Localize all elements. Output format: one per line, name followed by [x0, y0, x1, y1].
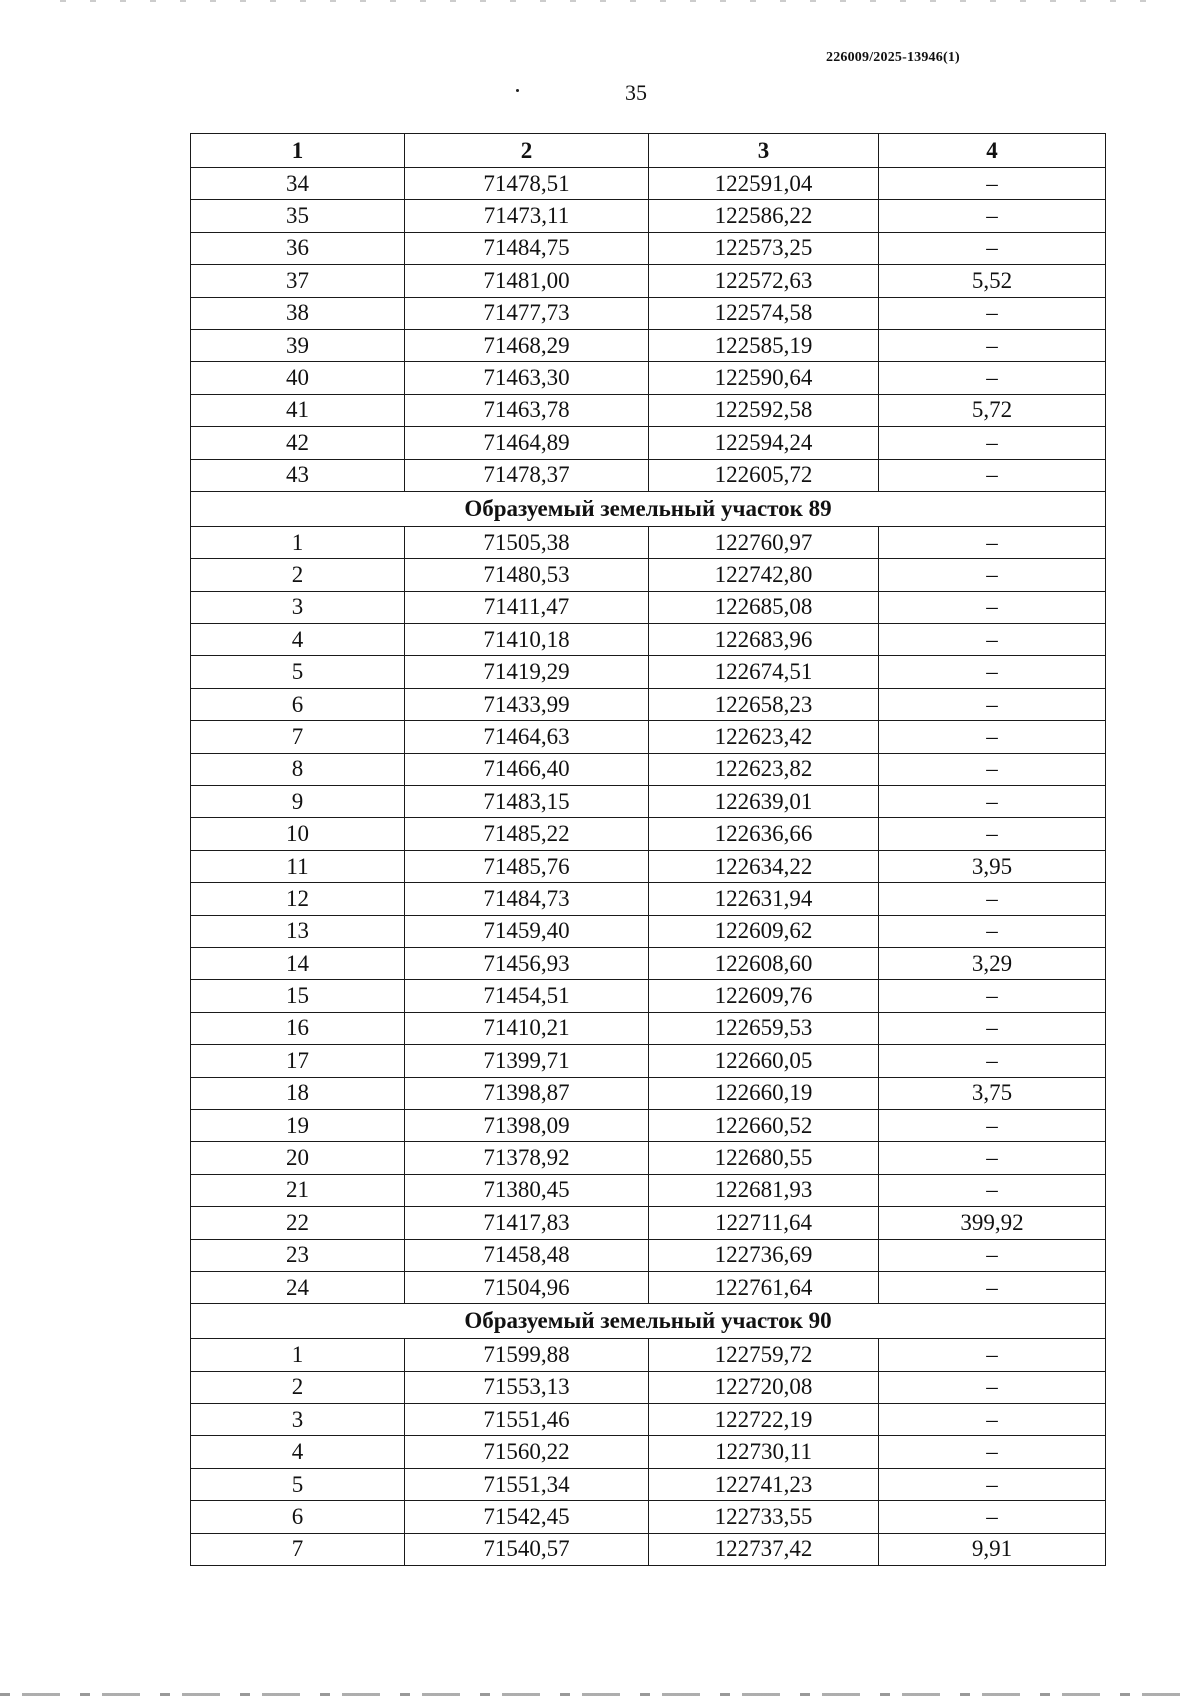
y-coordinate-cell: 122659,53 [649, 1012, 879, 1044]
x-coordinate-cell: 71542,45 [405, 1501, 649, 1533]
table-row [191, 721, 1106, 753]
point-number-cell: 6 [191, 688, 405, 720]
y-coordinate-cell: 122585,19 [649, 329, 879, 361]
x-coordinate-cell: 71456,93 [405, 947, 649, 979]
point-number-cell: 23 [191, 1239, 405, 1271]
x-coordinate-cell: 71459,40 [405, 915, 649, 947]
table-row [191, 1077, 1106, 1109]
point-number-cell: 40 [191, 362, 405, 394]
table-row [191, 427, 1106, 459]
distance-cell: – [879, 1468, 1106, 1500]
y-coordinate-cell: 122634,22 [649, 850, 879, 882]
y-coordinate-cell: 122680,55 [649, 1142, 879, 1174]
distance-cell: – [879, 1012, 1106, 1044]
point-number-cell: 42 [191, 427, 405, 459]
point-number-cell: 3 [191, 591, 405, 623]
table-row [191, 1404, 1106, 1436]
y-coordinate-cell: 122741,23 [649, 1468, 879, 1500]
distance-cell: – [879, 1339, 1106, 1371]
x-coordinate-cell: 71478,37 [405, 459, 649, 491]
x-coordinate-cell: 71433,99 [405, 688, 649, 720]
x-coordinate-cell: 71551,46 [405, 1404, 649, 1436]
y-coordinate-cell: 122660,05 [649, 1045, 879, 1077]
table-row [191, 753, 1106, 785]
y-coordinate-cell: 122759,72 [649, 1339, 879, 1371]
distance-cell: – [879, 1404, 1106, 1436]
point-number-cell: 14 [191, 947, 405, 979]
x-coordinate-cell: 71464,89 [405, 427, 649, 459]
x-coordinate-cell: 71540,57 [405, 1533, 649, 1565]
point-number-cell: 7 [191, 721, 405, 753]
table-row [191, 200, 1106, 232]
y-coordinate-cell: 122623,42 [649, 721, 879, 753]
table-row [191, 915, 1106, 947]
table-row [191, 232, 1106, 264]
section-title: Образуемый земельный участок 90 [191, 1304, 1106, 1339]
table-row [191, 624, 1106, 656]
point-number-cell: 5 [191, 656, 405, 688]
table-row [191, 265, 1106, 297]
table-row [191, 980, 1106, 1012]
y-coordinate-cell: 122660,19 [649, 1077, 879, 1109]
table-row [191, 394, 1106, 426]
section-row [191, 1304, 1106, 1339]
y-coordinate-cell: 122639,01 [649, 786, 879, 818]
y-coordinate-cell: 122720,08 [649, 1371, 879, 1403]
table-row [191, 1174, 1106, 1206]
y-coordinate-cell: 122586,22 [649, 200, 879, 232]
section-row [191, 491, 1106, 526]
table-row [191, 1012, 1106, 1044]
point-number-cell: 2 [191, 559, 405, 591]
distance-cell: – [879, 786, 1106, 818]
distance-cell: – [879, 232, 1106, 264]
scan-bottom-edge [0, 1693, 1200, 1696]
point-number-cell: 34 [191, 168, 405, 200]
point-number-cell: 5 [191, 1468, 405, 1500]
point-number-cell: 1 [191, 526, 405, 558]
distance-cell: – [879, 1174, 1106, 1206]
y-coordinate-cell: 122608,60 [649, 947, 879, 979]
x-coordinate-cell: 71454,51 [405, 980, 649, 1012]
y-coordinate-cell: 122658,23 [649, 688, 879, 720]
table-row [191, 329, 1106, 361]
y-coordinate-cell: 122573,25 [649, 232, 879, 264]
y-coordinate-cell: 122733,55 [649, 1501, 879, 1533]
point-number-cell: 4 [191, 1436, 405, 1468]
x-coordinate-cell: 71410,18 [405, 624, 649, 656]
distance-cell: – [879, 1501, 1106, 1533]
point-number-cell: 43 [191, 459, 405, 491]
point-number-cell: 15 [191, 980, 405, 1012]
point-number-cell: 18 [191, 1077, 405, 1109]
distance-cell: – [879, 1045, 1106, 1077]
distance-cell: – [879, 1109, 1106, 1141]
distance-cell: – [879, 1371, 1106, 1403]
x-coordinate-cell: 71378,92 [405, 1142, 649, 1174]
distance-cell: 9,91 [879, 1533, 1106, 1565]
x-coordinate-cell: 71484,73 [405, 883, 649, 915]
distance-cell: – [879, 624, 1106, 656]
x-coordinate-cell: 71551,34 [405, 1468, 649, 1500]
table-row [191, 1533, 1106, 1565]
table-row [191, 1339, 1106, 1371]
y-coordinate-cell: 122631,94 [649, 883, 879, 915]
table-row [191, 1371, 1106, 1403]
x-coordinate-cell: 71560,22 [405, 1436, 649, 1468]
x-coordinate-cell: 71484,75 [405, 232, 649, 264]
table-row [191, 1109, 1106, 1141]
distance-cell: – [879, 721, 1106, 753]
x-coordinate-cell: 71458,48 [405, 1239, 649, 1271]
point-number-cell: 17 [191, 1045, 405, 1077]
scan-top-edge [60, 0, 1160, 2]
table-row [191, 591, 1106, 623]
coordinates-table [190, 133, 1106, 1566]
table-body [191, 168, 1106, 1566]
point-number-cell: 7 [191, 1533, 405, 1565]
x-coordinate-cell: 71410,21 [405, 1012, 649, 1044]
distance-cell: – [879, 559, 1106, 591]
y-coordinate-cell: 122623,82 [649, 753, 879, 785]
x-coordinate-cell: 71398,09 [405, 1109, 649, 1141]
y-coordinate-cell: 122730,11 [649, 1436, 879, 1468]
table-row [191, 1207, 1106, 1239]
distance-cell: – [879, 818, 1106, 850]
point-number-cell: 10 [191, 818, 405, 850]
distance-cell: – [879, 1436, 1106, 1468]
y-coordinate-cell: 122683,96 [649, 624, 879, 656]
column-header: 1 [191, 134, 405, 168]
point-number-cell: 2 [191, 1371, 405, 1403]
x-coordinate-cell: 71485,76 [405, 850, 649, 882]
x-coordinate-cell: 71419,29 [405, 656, 649, 688]
section-title: Образуемый земельный участок 89 [191, 491, 1106, 526]
x-coordinate-cell: 71480,53 [405, 559, 649, 591]
distance-cell: 399,92 [879, 1207, 1106, 1239]
point-number-cell: 11 [191, 850, 405, 882]
y-coordinate-cell: 122736,69 [649, 1239, 879, 1271]
table-row [191, 297, 1106, 329]
distance-cell: – [879, 329, 1106, 361]
y-coordinate-cell: 122594,24 [649, 427, 879, 459]
x-coordinate-cell: 71417,83 [405, 1207, 649, 1239]
distance-cell: – [879, 591, 1106, 623]
y-coordinate-cell: 122760,97 [649, 526, 879, 558]
table-row [191, 559, 1106, 591]
point-number-cell: 41 [191, 394, 405, 426]
point-number-cell: 24 [191, 1271, 405, 1303]
y-coordinate-cell: 122605,72 [649, 459, 879, 491]
table-row [191, 850, 1106, 882]
distance-cell: 5,72 [879, 394, 1106, 426]
point-number-cell: 1 [191, 1339, 405, 1371]
distance-cell: – [879, 753, 1106, 785]
distance-cell: – [879, 688, 1106, 720]
y-coordinate-cell: 122591,04 [649, 168, 879, 200]
column-header: 2 [405, 134, 649, 168]
point-number-cell: 6 [191, 1501, 405, 1533]
x-coordinate-cell: 71380,45 [405, 1174, 649, 1206]
y-coordinate-cell: 122722,19 [649, 1404, 879, 1436]
x-coordinate-cell: 71478,51 [405, 168, 649, 200]
document-number: 226009/2025-13946(1) [826, 50, 960, 65]
distance-cell: – [879, 427, 1106, 459]
x-coordinate-cell: 71399,71 [405, 1045, 649, 1077]
y-coordinate-cell: 122592,58 [649, 394, 879, 426]
y-coordinate-cell: 122685,08 [649, 591, 879, 623]
column-header: 4 [879, 134, 1106, 168]
table-row [191, 688, 1106, 720]
x-coordinate-cell: 71505,38 [405, 526, 649, 558]
table-row [191, 1239, 1106, 1271]
distance-cell: – [879, 656, 1106, 688]
table-header-row [191, 134, 1106, 168]
point-number-cell: 13 [191, 915, 405, 947]
point-number-cell: 4 [191, 624, 405, 656]
distance-cell: 3,29 [879, 947, 1106, 979]
x-coordinate-cell: 71411,47 [405, 591, 649, 623]
table-row [191, 526, 1106, 558]
distance-cell: – [879, 297, 1106, 329]
table-row [191, 656, 1106, 688]
y-coordinate-cell: 122737,42 [649, 1533, 879, 1565]
x-coordinate-cell: 71504,96 [405, 1271, 649, 1303]
y-coordinate-cell: 122674,51 [649, 656, 879, 688]
y-coordinate-cell: 122572,63 [649, 265, 879, 297]
table-row [191, 362, 1106, 394]
y-coordinate-cell: 122660,52 [649, 1109, 879, 1141]
point-number-cell: 3 [191, 1404, 405, 1436]
point-number-cell: 22 [191, 1207, 405, 1239]
table-row [191, 459, 1106, 491]
y-coordinate-cell: 122574,58 [649, 297, 879, 329]
x-coordinate-cell: 71473,11 [405, 200, 649, 232]
distance-cell: – [879, 459, 1106, 491]
x-coordinate-cell: 71463,30 [405, 362, 649, 394]
distance-cell: – [879, 526, 1106, 558]
y-coordinate-cell: 122711,64 [649, 1207, 879, 1239]
point-number-cell: 39 [191, 329, 405, 361]
x-coordinate-cell: 71599,88 [405, 1339, 649, 1371]
distance-cell: 3,95 [879, 850, 1106, 882]
table-row [191, 1142, 1106, 1174]
scan-speck [516, 89, 519, 92]
distance-cell: – [879, 1271, 1106, 1303]
y-coordinate-cell: 122681,93 [649, 1174, 879, 1206]
x-coordinate-cell: 71464,63 [405, 721, 649, 753]
table-row [191, 1468, 1106, 1500]
y-coordinate-cell: 122636,66 [649, 818, 879, 850]
x-coordinate-cell: 71477,73 [405, 297, 649, 329]
table-row [191, 786, 1106, 818]
table-row [191, 1271, 1106, 1303]
table-row [191, 1436, 1106, 1468]
point-number-cell: 12 [191, 883, 405, 915]
point-number-cell: 36 [191, 232, 405, 264]
point-number-cell: 37 [191, 265, 405, 297]
column-header: 3 [649, 134, 879, 168]
distance-cell: 3,75 [879, 1077, 1106, 1109]
x-coordinate-cell: 71398,87 [405, 1077, 649, 1109]
x-coordinate-cell: 71483,15 [405, 786, 649, 818]
distance-cell: – [879, 915, 1106, 947]
table-row [191, 168, 1106, 200]
point-number-cell: 20 [191, 1142, 405, 1174]
x-coordinate-cell: 71485,22 [405, 818, 649, 850]
table-row [191, 947, 1106, 979]
x-coordinate-cell: 71481,00 [405, 265, 649, 297]
point-number-cell: 35 [191, 200, 405, 232]
x-coordinate-cell: 71463,78 [405, 394, 649, 426]
point-number-cell: 19 [191, 1109, 405, 1141]
point-number-cell: 8 [191, 753, 405, 785]
x-coordinate-cell: 71466,40 [405, 753, 649, 785]
point-number-cell: 16 [191, 1012, 405, 1044]
distance-cell: – [879, 362, 1106, 394]
page-number: 35 [625, 80, 647, 105]
distance-cell: 5,52 [879, 265, 1106, 297]
point-number-cell: 38 [191, 297, 405, 329]
y-coordinate-cell: 122609,62 [649, 915, 879, 947]
x-coordinate-cell: 71468,29 [405, 329, 649, 361]
x-coordinate-cell: 71553,13 [405, 1371, 649, 1403]
y-coordinate-cell: 122761,64 [649, 1271, 879, 1303]
y-coordinate-cell: 122742,80 [649, 559, 879, 591]
y-coordinate-cell: 122609,76 [649, 980, 879, 1012]
distance-cell: – [879, 980, 1106, 1012]
table-row [191, 883, 1106, 915]
distance-cell: – [879, 1142, 1106, 1174]
point-number-cell: 21 [191, 1174, 405, 1206]
point-number-cell: 9 [191, 786, 405, 818]
distance-cell: – [879, 1239, 1106, 1271]
distance-cell: – [879, 168, 1106, 200]
table-row [191, 1045, 1106, 1077]
distance-cell: – [879, 200, 1106, 232]
distance-cell: – [879, 883, 1106, 915]
table-row [191, 818, 1106, 850]
table-row [191, 1501, 1106, 1533]
y-coordinate-cell: 122590,64 [649, 362, 879, 394]
